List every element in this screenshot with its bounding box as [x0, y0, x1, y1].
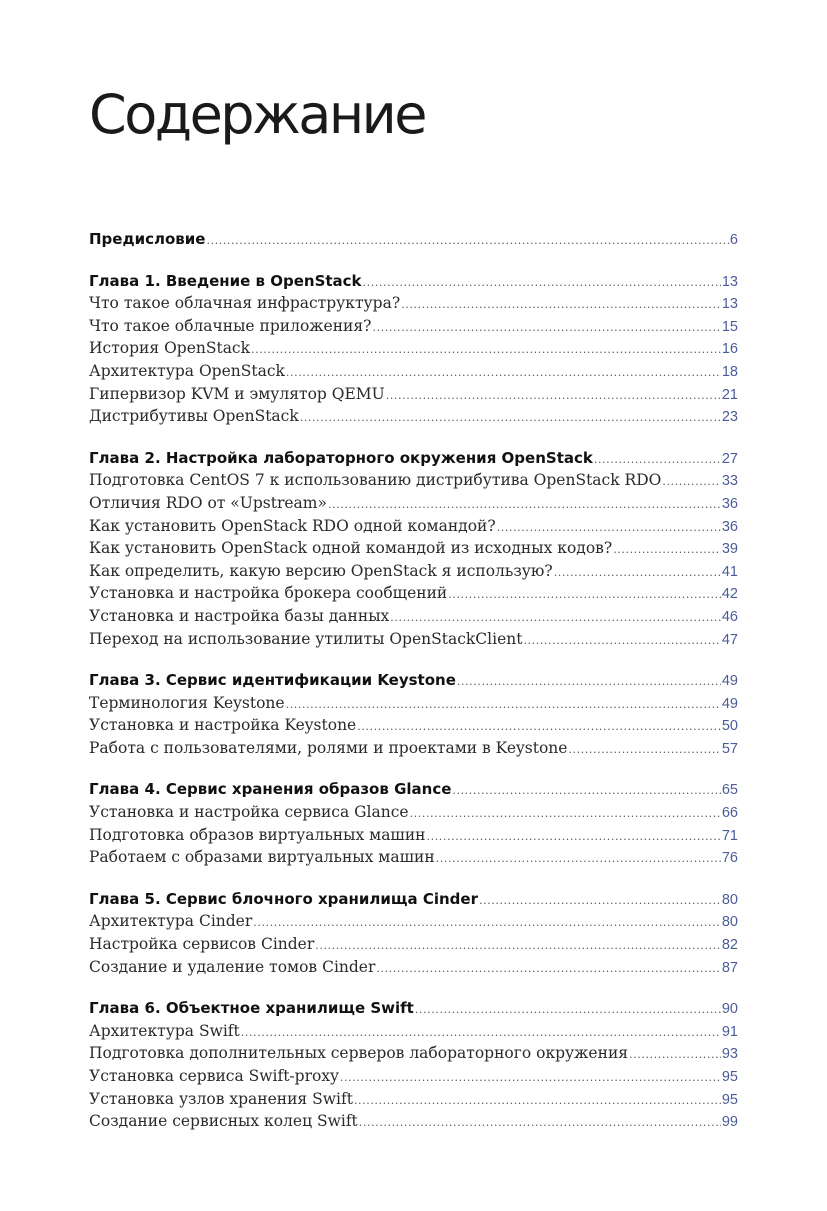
page-number: 82	[721, 937, 738, 954]
toc-section-chapter-3	[89, 669, 738, 759]
entry-title: Установка и настройка сервиса Glance	[89, 803, 409, 822]
toc-chapter-row[interactable]	[89, 997, 738, 1020]
entry-title: Установка узлов хранения Swift	[89, 1089, 353, 1108]
toc-entry-row[interactable]	[89, 492, 738, 515]
dot-leader	[300, 407, 721, 430]
entry-title: Как определить, какую версию OpenStack я использую?	[89, 561, 553, 580]
entry-title: Создание сервисных колец Swift	[89, 1112, 358, 1131]
entry-title: Настройка сервисов Cinder	[89, 935, 315, 954]
toc-section-preface	[89, 228, 738, 251]
page-number: 90	[721, 1001, 738, 1018]
page-number: 91	[721, 1023, 738, 1040]
entry-title: Установка и настройка брокера сообщений	[89, 584, 448, 603]
entry-title: Архитектура OpenStack	[89, 361, 285, 380]
toc-entry-row[interactable]	[89, 628, 738, 651]
page-number: 50	[721, 718, 738, 735]
page-number: 41	[721, 563, 738, 580]
chapter-title: Глава 1. Введение в OpenStack	[89, 271, 362, 290]
toc-chapter-row[interactable]	[89, 778, 738, 801]
chapter-title: Глава 6. Объектное хранилище Swift	[89, 999, 414, 1018]
entry-title: Как установить OpenStack RDO одной командой?	[89, 516, 496, 535]
dot-leader	[253, 912, 721, 935]
chapter-title: Глава 4. Сервис хранения образов Glance	[89, 780, 452, 799]
page-number: 18	[721, 363, 738, 380]
toc-chapter-row[interactable]	[89, 270, 738, 293]
entry-title: Терминология Keystone	[89, 693, 285, 712]
toc-section-chapter-6	[89, 997, 738, 1133]
entry-title: Подготовка CentOS 7 к использованию дистрибутива OpenStack RDO	[89, 471, 662, 490]
page-number: 87	[721, 959, 738, 976]
entry-title: История OpenStack	[89, 339, 251, 358]
dot-leader	[357, 716, 721, 739]
dot-leader	[206, 230, 728, 253]
entry-title: Архитектура Cinder	[89, 912, 253, 931]
dot-leader	[340, 1067, 721, 1090]
dot-leader	[568, 739, 720, 762]
toc-entry-row[interactable]	[89, 1065, 738, 1088]
toc-entry-row[interactable]	[89, 714, 738, 737]
toc-entry-row[interactable]	[89, 1088, 738, 1111]
dot-leader	[613, 539, 721, 562]
toc-entry-row[interactable]	[89, 956, 738, 979]
dot-leader	[286, 362, 721, 385]
entry-title: Как установить OpenStack одной командой из исходных кодов?	[89, 539, 613, 558]
toc-section-chapter-4	[89, 778, 738, 868]
page-number: 39	[721, 541, 738, 558]
page-number: 65	[721, 782, 738, 799]
toc-entry-row[interactable]	[89, 692, 738, 715]
entry-title: Установка и настройка Keystone	[89, 716, 357, 735]
dot-leader	[629, 1044, 721, 1067]
page-number: 23	[721, 409, 738, 426]
chapter-title: Глава 5. Сервис блочного хранилища Cinder	[89, 889, 478, 908]
toc-entry-row[interactable]	[89, 337, 738, 360]
dot-leader	[479, 890, 721, 913]
page-number: 27	[721, 450, 738, 467]
entry-title: Установка сервиса Swift-proxy	[89, 1067, 339, 1085]
page-number: 13	[721, 273, 738, 290]
entry-title: Дистрибутивы OpenStack	[89, 407, 299, 426]
dot-leader	[315, 935, 721, 958]
toc-entry-row[interactable]	[89, 910, 738, 933]
dot-leader	[457, 671, 721, 694]
dot-leader	[286, 694, 721, 717]
page-number: 16	[721, 341, 738, 358]
toc-entry-row[interactable]	[89, 933, 738, 956]
dot-leader	[363, 272, 721, 295]
dot-leader	[415, 999, 721, 1022]
toc-entry-row[interactable]	[89, 1042, 738, 1065]
toc-chapter-row[interactable]	[89, 228, 738, 251]
chapter-title: Предисловие	[89, 230, 206, 248]
toc-chapters	[89, 270, 738, 1133]
entry-title: Установка и настройка базы данных	[89, 606, 390, 625]
page-number: 33	[721, 473, 738, 490]
toc-entry-row[interactable]	[89, 405, 738, 428]
page-number: 36	[721, 495, 738, 512]
dot-leader	[662, 471, 721, 494]
toc-entry-row[interactable]	[89, 292, 738, 315]
dot-leader	[410, 803, 721, 826]
entry-title: Отличия RDO от «Upstream»	[89, 493, 327, 512]
dot-leader	[251, 339, 721, 362]
chapter-title: Глава 2. Настройка лабораторного окружения OpenStack	[89, 448, 593, 467]
toc-entry-row[interactable]	[89, 846, 738, 869]
page-number: 80	[721, 914, 738, 931]
toc-entry-row[interactable]	[89, 801, 738, 824]
entry-title: Подготовка образов виртуальных машин	[89, 825, 426, 844]
page-number: 99	[721, 1114, 738, 1131]
toc-entry-row[interactable]	[89, 469, 738, 492]
toc-entry-row[interactable]	[89, 383, 738, 406]
toc-entry-row[interactable]	[89, 737, 738, 760]
dot-leader	[436, 848, 721, 871]
dot-leader	[448, 584, 721, 607]
page-number: 21	[721, 386, 738, 403]
page-number: 47	[721, 631, 738, 648]
page-number: 36	[721, 518, 738, 535]
page-number: 95	[721, 1091, 738, 1108]
dot-leader	[401, 294, 721, 317]
dot-leader	[554, 562, 721, 585]
toc-entry-row[interactable]	[89, 824, 738, 847]
page-number: 93	[721, 1046, 738, 1063]
entry-title: Работа с пользователями, ролями и проектами в Keystone	[89, 738, 568, 757]
toc-entry-row[interactable]	[89, 1110, 738, 1133]
entry-title: Архитектура Swift	[89, 1021, 240, 1040]
entry-title: Гипервизор KVM и эмулятор QEMU	[89, 384, 385, 403]
toc-chapter-row[interactable]	[89, 447, 738, 470]
toc-section-chapter-1	[89, 270, 738, 428]
entry-title: Подготовка дополнительных серверов лабораторного окружения	[89, 1044, 629, 1063]
toc-chapter-row[interactable]	[89, 888, 738, 911]
dot-leader	[386, 385, 721, 408]
dot-leader	[372, 317, 720, 340]
page-number: 57	[721, 740, 738, 757]
page-number: 66	[721, 805, 738, 822]
page-number: 76	[721, 850, 738, 867]
dot-leader	[594, 449, 721, 472]
table-of-contents	[89, 228, 738, 1152]
toc-entry-row[interactable]	[89, 537, 738, 560]
dot-leader	[390, 607, 721, 630]
page-number: 49	[721, 695, 738, 712]
page-number: 80	[721, 891, 738, 908]
toc-entry-row[interactable]	[89, 605, 738, 628]
entry-title: Создание и удаление томов Cinder	[89, 957, 376, 976]
page-number: 46	[721, 608, 738, 625]
toc-entry-row[interactable]	[89, 1020, 738, 1043]
dot-leader	[523, 630, 720, 653]
page-number: 6	[729, 232, 738, 248]
page-number: 42	[721, 586, 738, 603]
toc-entry-row[interactable]	[89, 582, 738, 605]
dot-leader	[328, 494, 721, 517]
dot-leader	[241, 1022, 721, 1045]
page-number: 13	[721, 296, 738, 313]
toc-entry-row[interactable]	[89, 315, 738, 338]
page-title: Содержание	[89, 83, 425, 146]
dot-leader	[497, 517, 721, 540]
entry-title: Работаем с образами виртуальных машин	[89, 848, 435, 867]
page-number: 95	[721, 1069, 738, 1085]
dot-leader	[359, 1112, 721, 1135]
entry-title: Переход на использование утилиты OpenStackClient	[89, 629, 523, 648]
toc-entry-row[interactable]	[89, 560, 738, 583]
dot-leader	[376, 958, 720, 981]
chapter-title: Глава 3. Сервис идентификации Keystone	[89, 671, 456, 690]
dot-leader	[354, 1090, 721, 1113]
dot-leader	[452, 780, 720, 803]
toc-entry-row[interactable]	[89, 515, 738, 538]
page-number: 15	[721, 318, 738, 335]
toc-chapter-row[interactable]	[89, 669, 738, 692]
entry-title: Что такое облачные приложения?	[89, 316, 372, 335]
toc-section-chapter-2	[89, 447, 738, 650]
toc-section-chapter-5	[89, 888, 738, 978]
page-number: 49	[721, 673, 738, 690]
dot-leader	[427, 826, 721, 849]
page-number: 71	[721, 827, 738, 844]
toc-entry-row[interactable]	[89, 360, 738, 383]
entry-title: Что такое облачная инфраструктура?	[89, 294, 401, 313]
